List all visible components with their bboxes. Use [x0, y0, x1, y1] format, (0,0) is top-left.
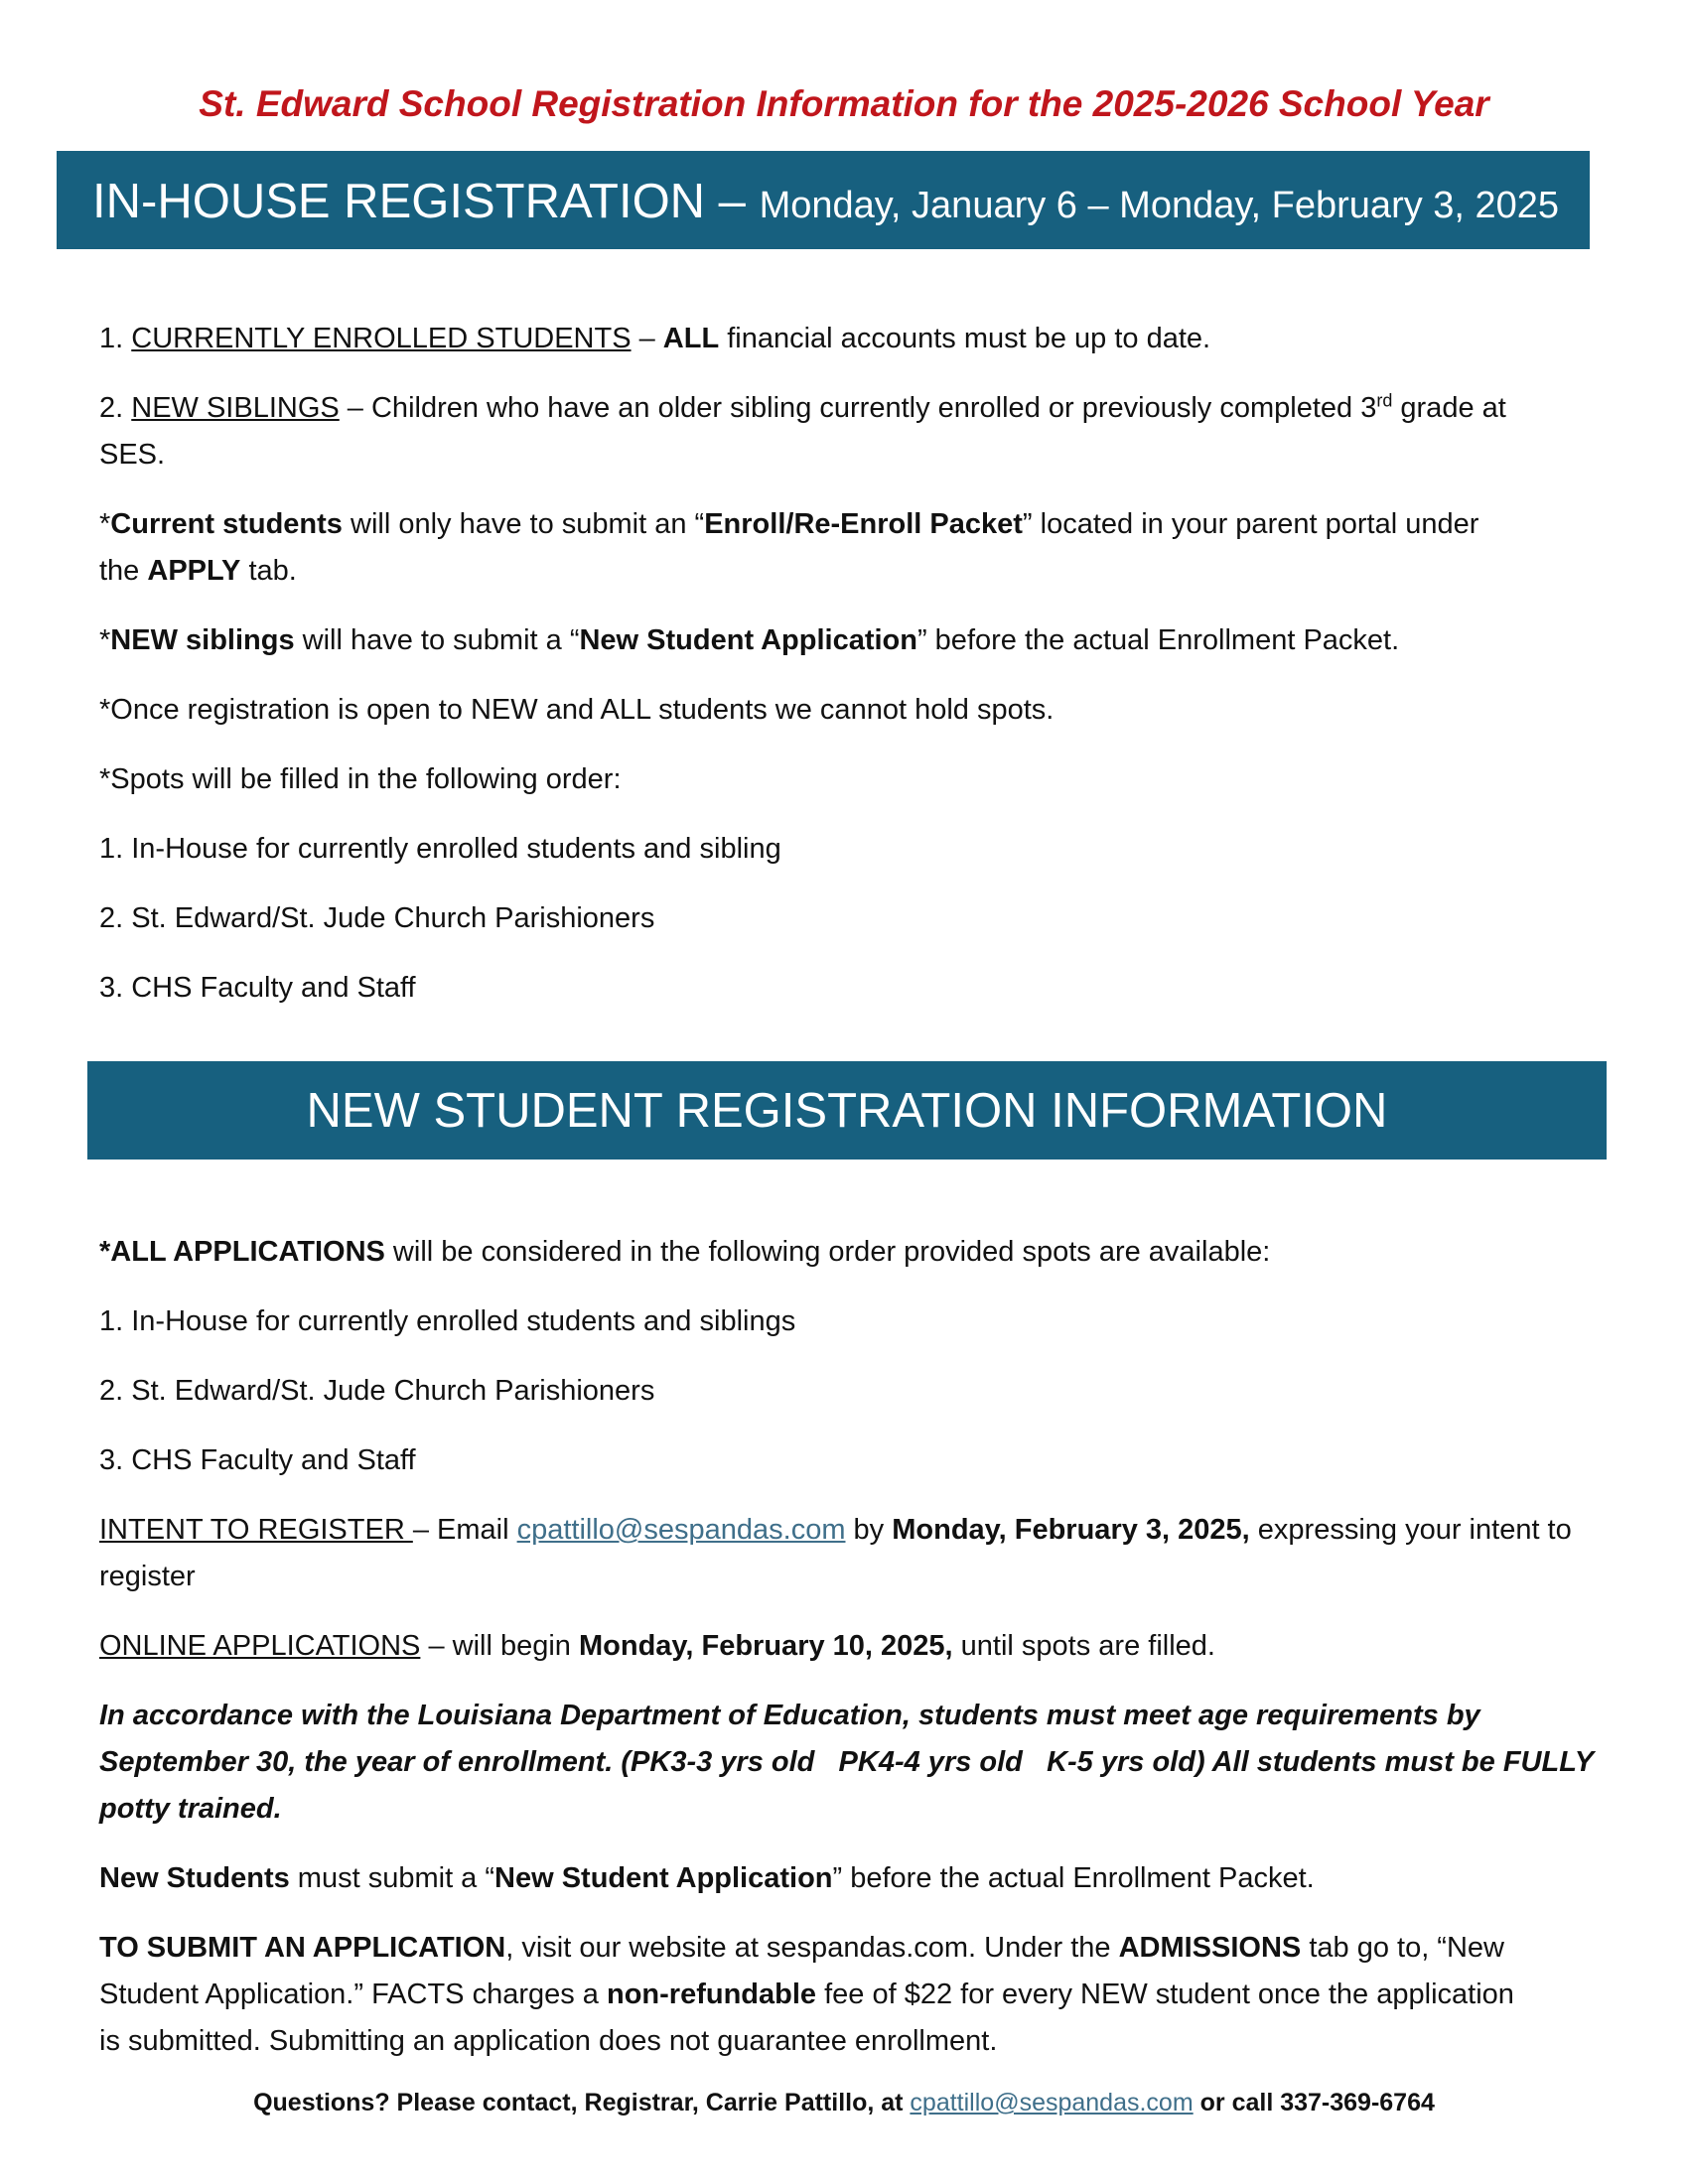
intent-text: – Email — [412, 1514, 517, 1546]
in-house-banner — [57, 151, 1590, 249]
email-link[interactable]: cpattillo@sespandas.com — [516, 1514, 846, 1546]
note-text: tab. — [240, 555, 297, 587]
item-currently-enrolled — [99, 316, 1589, 362]
notice-line: In accordance with the Louisiana Department of Education, students must meet age requirements by — [99, 1700, 1480, 1731]
notice-line: potty trained. — [99, 1793, 282, 1825]
bold-text: NEW siblings — [110, 624, 295, 656]
bold-text: New Students — [99, 1862, 290, 1894]
note-text: ” before the actual Enrollment Packet. — [832, 1862, 1315, 1894]
online-applications — [99, 1623, 1589, 1670]
submit-text: is submitted. Submitting an application does not guarantee enrollment. — [99, 2025, 998, 2057]
bold-text: *ALL APPLICATIONS — [99, 1236, 385, 1268]
age-requirements-notice — [99, 1693, 1595, 1833]
note-fill-order: *Spots will be filled in the following order: — [99, 763, 622, 795]
note-new-siblings — [99, 617, 1589, 664]
asterisk: * — [99, 508, 111, 540]
bold-text: Enroll/Re-Enroll Packet — [704, 508, 1023, 540]
bold-text: TO SUBMIT AN APPLICATION — [99, 1932, 506, 1964]
order-item: 2. St. Edward/St. Jude Church Parishioners — [99, 1375, 655, 1407]
online-text: will begin — [452, 1630, 579, 1662]
item-heading: CURRENTLY ENROLLED STUDENTS — [131, 323, 632, 354]
submit-text: Student Application.” FACTS charges a — [99, 1979, 607, 2010]
bold-text: non-refundable — [607, 1979, 817, 2010]
online-heading: ONLINE APPLICATIONS — [99, 1630, 421, 1662]
submit-application-info — [99, 1925, 1589, 2065]
page-title: St. Edward School Registration Information for the 2025-2026 School Year — [199, 83, 1489, 124]
new-student-banner — [87, 1061, 1607, 1160]
footer-text: Questions? Please contact, Registrar, Carrie Pattillo, at — [253, 2089, 911, 2116]
note-hold-spots: *Once registration is open to NEW and ALL students we cannot hold spots. — [99, 694, 1055, 726]
footer-email-link[interactable]: cpattillo@sespandas.com — [910, 2089, 1194, 2116]
bold-text: Monday, February 3, 2025, — [892, 1514, 1250, 1546]
note-text: will have to submit a “ — [294, 624, 580, 656]
bold-text: Current students — [110, 508, 343, 540]
superscript: rd — [1376, 390, 1393, 411]
item-new-siblings — [99, 385, 1589, 478]
intent-text: expressing your intent to — [1249, 1514, 1572, 1546]
bold-text: New Student Application — [494, 1862, 833, 1894]
item-text: financial accounts must be up to date. — [719, 323, 1211, 354]
note-text: ” located in your parent portal under — [1022, 508, 1479, 540]
order-item: 3. CHS Faculty and Staff — [99, 1444, 416, 1476]
in-house-banner-title: IN-HOUSE REGISTRATION – — [92, 175, 746, 228]
intent-to-register — [99, 1507, 1589, 1600]
item-text: grade at — [1392, 392, 1506, 424]
notice-line: September 30, the year of enrollment. (PK3-3 yrs old PK4-4 yrs old K-5 yrs old) All students must be FULLY — [99, 1746, 1595, 1778]
bold-text: Monday, February 10, 2025, — [578, 1630, 953, 1662]
note-text: will only have to submit an “ — [342, 508, 705, 540]
bold-text: ADMISSIONS — [1118, 1932, 1302, 1964]
item-number: 1. — [99, 323, 124, 354]
order-item: 1. In-House for currently enrolled students and sibling — [99, 833, 781, 865]
footer-text: or call 337-369-6764 — [1193, 2089, 1435, 2116]
order-item: 2. St. Edward/St. Jude Church Parishioners — [99, 902, 655, 934]
note-text: the — [99, 555, 148, 587]
bold-text: APPLY — [147, 555, 241, 587]
submit-text: fee of $22 for every NEW student once the application — [816, 1979, 1514, 2010]
item-number: 2. — [99, 392, 124, 424]
note-text: must submit a “ — [289, 1862, 495, 1894]
new-student-banner-title: NEW STUDENT REGISTRATION INFORMATION — [306, 1084, 1388, 1138]
dash: – — [420, 1630, 453, 1662]
submit-text: , visit our website at sespandas.com. Under the — [505, 1932, 1119, 1964]
item-text: – Children who have an older sibling currently enrolled or previously completed 3 — [339, 392, 1377, 424]
bold-text: ALL — [662, 323, 720, 354]
in-house-banner-dates: Monday, January 6 – Monday, February 3, 2025 — [759, 185, 1560, 226]
note-current-students — [99, 501, 1589, 595]
asterisk: * — [99, 624, 111, 656]
intent-heading: INTENT TO REGISTER — [99, 1514, 413, 1546]
submit-text: tab go to, “New — [1301, 1932, 1504, 1964]
bold-text: New Student Application — [579, 624, 917, 656]
note-text: ” before the actual Enrollment Packet. — [916, 624, 1400, 656]
online-text: until spots are filled. — [952, 1630, 1215, 1662]
item-heading: NEW SIBLINGS — [131, 392, 340, 424]
footer-contact — [0, 2089, 1688, 2117]
intent-text: by — [845, 1514, 893, 1546]
order-item: 3. CHS Faculty and Staff — [99, 972, 416, 1004]
item-text: SES. — [99, 439, 166, 471]
applications-intro — [99, 1229, 1589, 1276]
new-students-note — [99, 1855, 1589, 1902]
intro-text: will be considered in the following order provided spots are available: — [384, 1236, 1271, 1268]
intent-text: register — [99, 1561, 196, 1592]
order-item: 1. In-House for currently enrolled students and siblings — [99, 1305, 796, 1337]
dash: – — [631, 323, 663, 354]
